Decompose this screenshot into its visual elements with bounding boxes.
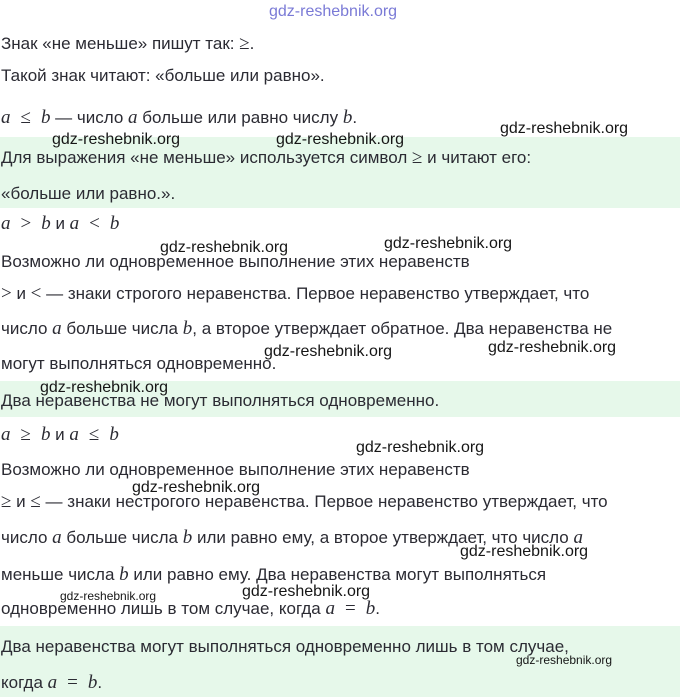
text: — число: [50, 108, 129, 127]
var-b: b: [40, 107, 51, 128]
le-symbol: ≤: [20, 107, 31, 128]
text: или равно ему. Два неравенства могут выполняться: [128, 565, 547, 584]
var-b: b: [342, 107, 353, 128]
text: число: [1, 319, 53, 338]
var-a: a: [52, 527, 62, 548]
nonstrict-inequalities: [1, 424, 119, 446]
var-a: a: [325, 598, 335, 619]
text: могут выполняться одновременно.: [1, 354, 277, 373]
watermark: gdz-reshebnik.org: [52, 131, 181, 148]
text: .: [352, 108, 358, 127]
text: и читают его:: [422, 148, 532, 167]
le-symbol: ≤: [30, 491, 41, 512]
eq-symbol: =: [67, 672, 78, 693]
text: Для выражения «не меньше» используется символ: [1, 148, 412, 167]
gt-symbol: >: [20, 213, 32, 234]
meaning-line: [1, 107, 357, 129]
watermark: gdz-reshebnik.org: [500, 120, 629, 137]
highlight-1-line-2: [1, 183, 175, 205]
var-b: b: [109, 213, 120, 234]
highlight-1-line-1: [1, 147, 531, 169]
ge-symbol: ≥: [239, 33, 250, 54]
highlight-3-line-2: [1, 672, 102, 694]
var-b: b: [87, 672, 98, 693]
text: меньше числа: [1, 565, 120, 584]
watermark: gdz-reshebnik.org: [460, 543, 589, 560]
eq-symbol: =: [344, 598, 356, 619]
text: когда: [1, 673, 48, 692]
watermark: gdz-reshebnik.org: [516, 653, 613, 667]
text: одновременно лишь в том случае, когда: [1, 599, 326, 618]
watermark: gdz-reshebnik.org: [384, 235, 513, 252]
nonstrict-explanation-line-4: [1, 598, 380, 620]
sign-definition-line: [1, 33, 254, 55]
var-b: b: [182, 318, 193, 339]
var-b: b: [40, 424, 51, 445]
var-a: a: [573, 527, 583, 548]
text: больше или равно числу: [137, 108, 343, 127]
le-symbol: ≤: [88, 424, 100, 445]
var-b: b: [119, 564, 129, 585]
watermark: gdz-reshebnik.org: [160, 239, 289, 256]
watermark: gdz-reshebnik.org: [276, 131, 405, 148]
watermark: gdz-reshebnik.org: [132, 479, 261, 496]
text: и: [11, 492, 31, 511]
strict-explanation-line-3: [1, 353, 276, 375]
watermark: gdz-reshebnik.org: [269, 3, 398, 20]
watermark: gdz-reshebnik.org: [488, 339, 617, 356]
ge-symbol: ≥: [20, 424, 31, 445]
text: Два неравенства могут выполняться одновременно лишь в том случае,: [1, 637, 569, 656]
ge-symbol: ≥: [411, 147, 423, 168]
text: или равно ему, а второе утверждает, что число: [192, 528, 574, 547]
text: Два неравенства не могут выполняться одновременно.: [1, 391, 440, 410]
sign-reading-line: [1, 65, 325, 87]
gt-symbol: >: [1, 283, 12, 304]
var-a: a: [69, 424, 79, 445]
text: и: [11, 284, 31, 303]
watermark: gdz-reshebnik.org: [356, 439, 485, 456]
watermark: gdz-reshebnik.org: [40, 379, 169, 396]
text: больше числа: [61, 528, 183, 547]
watermark: gdz-reshebnik.org: [264, 343, 393, 360]
text: — знаки строгого неравенства. Первое неравенство утверждает, что: [41, 284, 590, 303]
var-a: a: [128, 107, 138, 128]
watermark: gdz-reshebnik.org: [242, 583, 371, 600]
text: и: [50, 214, 70, 233]
var-a: a: [1, 213, 11, 234]
text: — знаки нестрогого неравенства. Первое неравенство утверждает, что: [40, 492, 608, 511]
var-a: a: [1, 107, 11, 128]
text: и: [50, 425, 70, 444]
text: число: [1, 528, 53, 547]
lt-symbol: <: [30, 283, 42, 304]
lt-symbol: <: [89, 213, 100, 234]
var-a: a: [69, 213, 80, 234]
var-b: b: [41, 213, 51, 234]
text: Возможно ли одновременное выполнение этих неравенств: [1, 252, 470, 271]
text: .: [375, 599, 380, 618]
text: Такой знак читают: «больше или равно».: [1, 66, 325, 85]
var-a: a: [52, 318, 62, 339]
question-2: [1, 459, 470, 481]
strict-explanation-line-1: [1, 283, 589, 305]
text: , а второе утверждает обратное. Два неравенства не: [192, 319, 613, 338]
nonstrict-explanation-line-1: [1, 491, 608, 513]
text: «больше или равно.».: [1, 184, 176, 203]
var-a: a: [1, 424, 11, 445]
var-b: b: [365, 598, 376, 619]
strict-inequalities: [1, 213, 119, 235]
var-b: b: [109, 424, 119, 445]
text: Возможно ли одновременное выполнение этих неравенств: [1, 460, 470, 479]
strict-explanation-line-2: [1, 318, 612, 340]
text: .: [249, 34, 255, 53]
text: больше числа: [61, 319, 183, 338]
ge-symbol: ≥: [1, 491, 12, 512]
text: Знак «не меньше» пишут так:: [1, 34, 240, 53]
var-a: a: [47, 672, 58, 693]
var-b: b: [182, 527, 193, 548]
text: .: [97, 673, 103, 692]
highlight-3-line-1: [1, 636, 569, 658]
watermark: gdz-reshebnik.org: [60, 589, 157, 603]
